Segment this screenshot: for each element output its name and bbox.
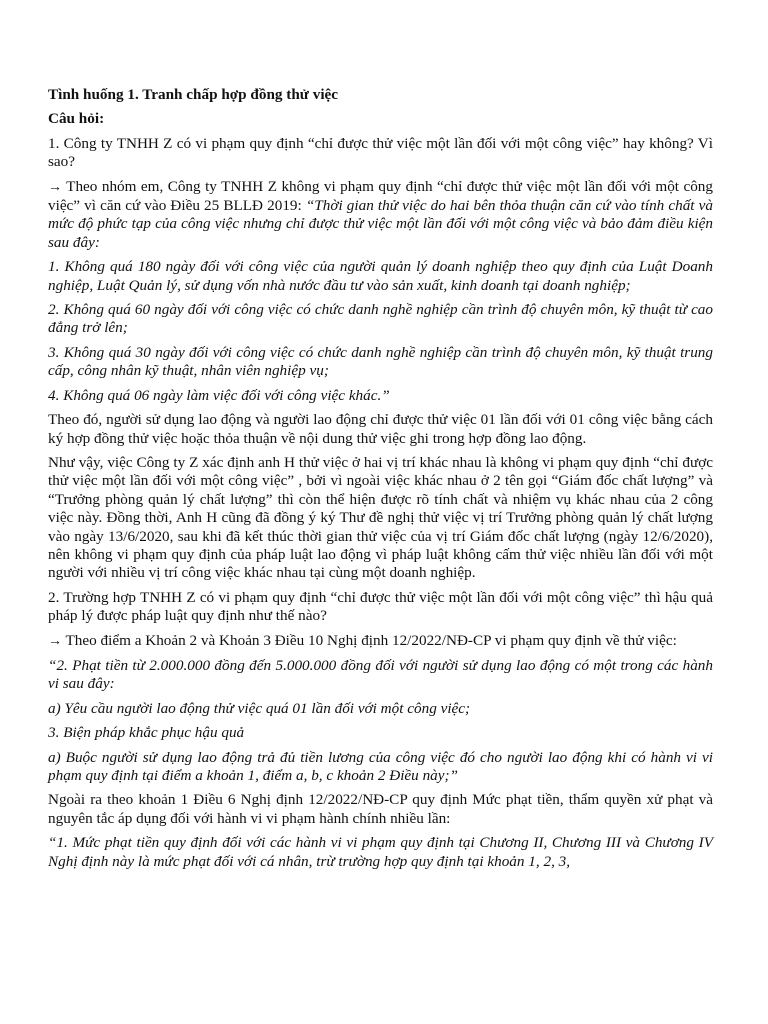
quote-2-line-3: 3. Biện pháp khắc phục hậu quả xyxy=(48,724,245,742)
quote-item-2: 2. Không quá 60 ngày đối với công việc có chức danh nghề nghiệp cần trình độ chuyên môn, kỹ thuật từ cao đẳng trở lên; xyxy=(48,301,713,337)
answer-2-intro xyxy=(48,632,713,651)
question-1: 1. Công ty TNHH Z có vi phạm quy định “chỉ được thử việc một lần đối với một công việc” hay không? Vì sao? xyxy=(48,134,713,171)
answer-1-quote: “Thời gian thử việc do hai bên thỏa thuận căn cứ vào tính chất và mức độ phức tạp của công việc nhưng chỉ được thử việc một lần đối với một công việc và bảo đảm điều kiện sau đây: xyxy=(48,197,713,251)
case-title: Tình huống 1. Tranh chấp hợp đồng thử việc xyxy=(48,86,339,103)
answer-2-text: Theo điểm a Khoản 2 và Khoản 3 Điều 10 Nghị định 12/2022/NĐ-CP vi phạm quy định về thử việc: xyxy=(62,631,677,649)
answer-1-intro xyxy=(48,178,713,253)
quote-3: “1. Mức phạt tiền quy định đối với các hành vi vi phạm quy định tại Chương II, Chương III và Chương IV Nghị định này là mức phạt đối với cá nhân, trừ trường hợp quy định tại khoản 1, 2, 3, xyxy=(48,834,713,870)
quote-2-line-1: “2. Phạt tiền từ 2.000.000 đồng đến 5.000.000 đồng đối với người sử dụng lao động có một trong các hành vi sau đây: xyxy=(48,656,713,693)
paragraph-1: Theo đó, người sử dụng lao động và người lao động chỉ được thử việc 01 lần đối với 01 công việc bằng cách ký hợp đồng thử việc hoặc thỏa thuận về nội dung thử việc ghi trong hợp đồng lao động. xyxy=(48,411,713,447)
quote-item-1: 1. Không quá 180 ngày đối với công việc của người quản lý doanh nghiệp theo quy định của Luật Doanh nghiệp, Luật Quản lý, sử dụng vốn nhà nước đầu tư vào sản xuất, kinh doanh tại doanh nghiệp; xyxy=(48,258,713,294)
quote-item-3: 3. Không quá 30 ngày đối với công việc có chức danh nghề nghiệp cần trình độ chuyên môn, kỹ thuật trung cấp, công nhân kỹ thuật, nhân viên nghiệp vụ; xyxy=(48,343,713,380)
question-2: 2. Trường hợp TNHH Z có vi phạm quy định “chỉ được thử việc một lần đối với một công việc” thì hậu quả pháp lý được pháp luật quy định như thế nào? xyxy=(48,588,713,625)
quote-item-4: 4. Không quá 06 ngày làm việc đối với công việc khác.” xyxy=(48,386,390,404)
questions-label: Câu hỏi: xyxy=(48,110,105,128)
arrow-icon: → xyxy=(48,633,62,649)
arrow-icon: → xyxy=(48,179,62,195)
paragraph-3: Ngoài ra theo khoản 1 Điều 6 Nghị định 12/2022/NĐ-CP quy định Mức phạt tiền, thẩm quyền xử phạt và nguyên tắc áp dụng đối với hành vi vi phạm hành chính nhiều lần: xyxy=(48,791,713,827)
answer-1-text: Theo nhóm em, Công ty TNHH Z không vi phạm quy định “chỉ được thử việc một lần đối với một công việc” vì căn cứ vào Điều 25 BLLĐ 2019: xyxy=(48,177,713,215)
quote-2-line-2: a) Yêu cầu người lao động thử việc quá 01 lần đối với một công việc; xyxy=(48,699,471,717)
quote-2-line-4: a) Buộc người sử dụng lao động trả đủ tiền lương của công việc đó cho người lao động khi có hành vi vi phạm quy định tại điểm a khoản 1, điểm a, b, c khoản 2 Điều này;” xyxy=(48,748,713,784)
document-body xyxy=(48,86,713,877)
paragraph-2: Như vậy, việc Công ty Z xác định anh H thử việc ở hai vị trí khác nhau là không vi phạm quy định “chỉ được thử việc một lần đối với một công việc” , bởi vì ngoài việc khác nhau ở 2 tên gọi “Giám đốc chất lượng” và “Trưởng phòng quản lý chất lượng” thì còn thể hiện được rõ tính chất và nhiệm vụ khác nhau của 2 công việc này. Đồng thời, Anh H cũng đã đồng ý ký Thư đề nghị thử việc vị trí Trưởng phòng quản lý chất lượng vào ngày 13/6/2020, sau khi đã kết thúc thời gian thử việc của vị trí Giám đốc chất lượng (ngày 12/6/2020), nên không vi phạm quy định của pháp luật lao động vì pháp luật không cấm thử việc nhiều lần đối với một người với nhiều vị trí công việc khác nhau tại cùng một doanh nghiệp. xyxy=(48,453,713,582)
